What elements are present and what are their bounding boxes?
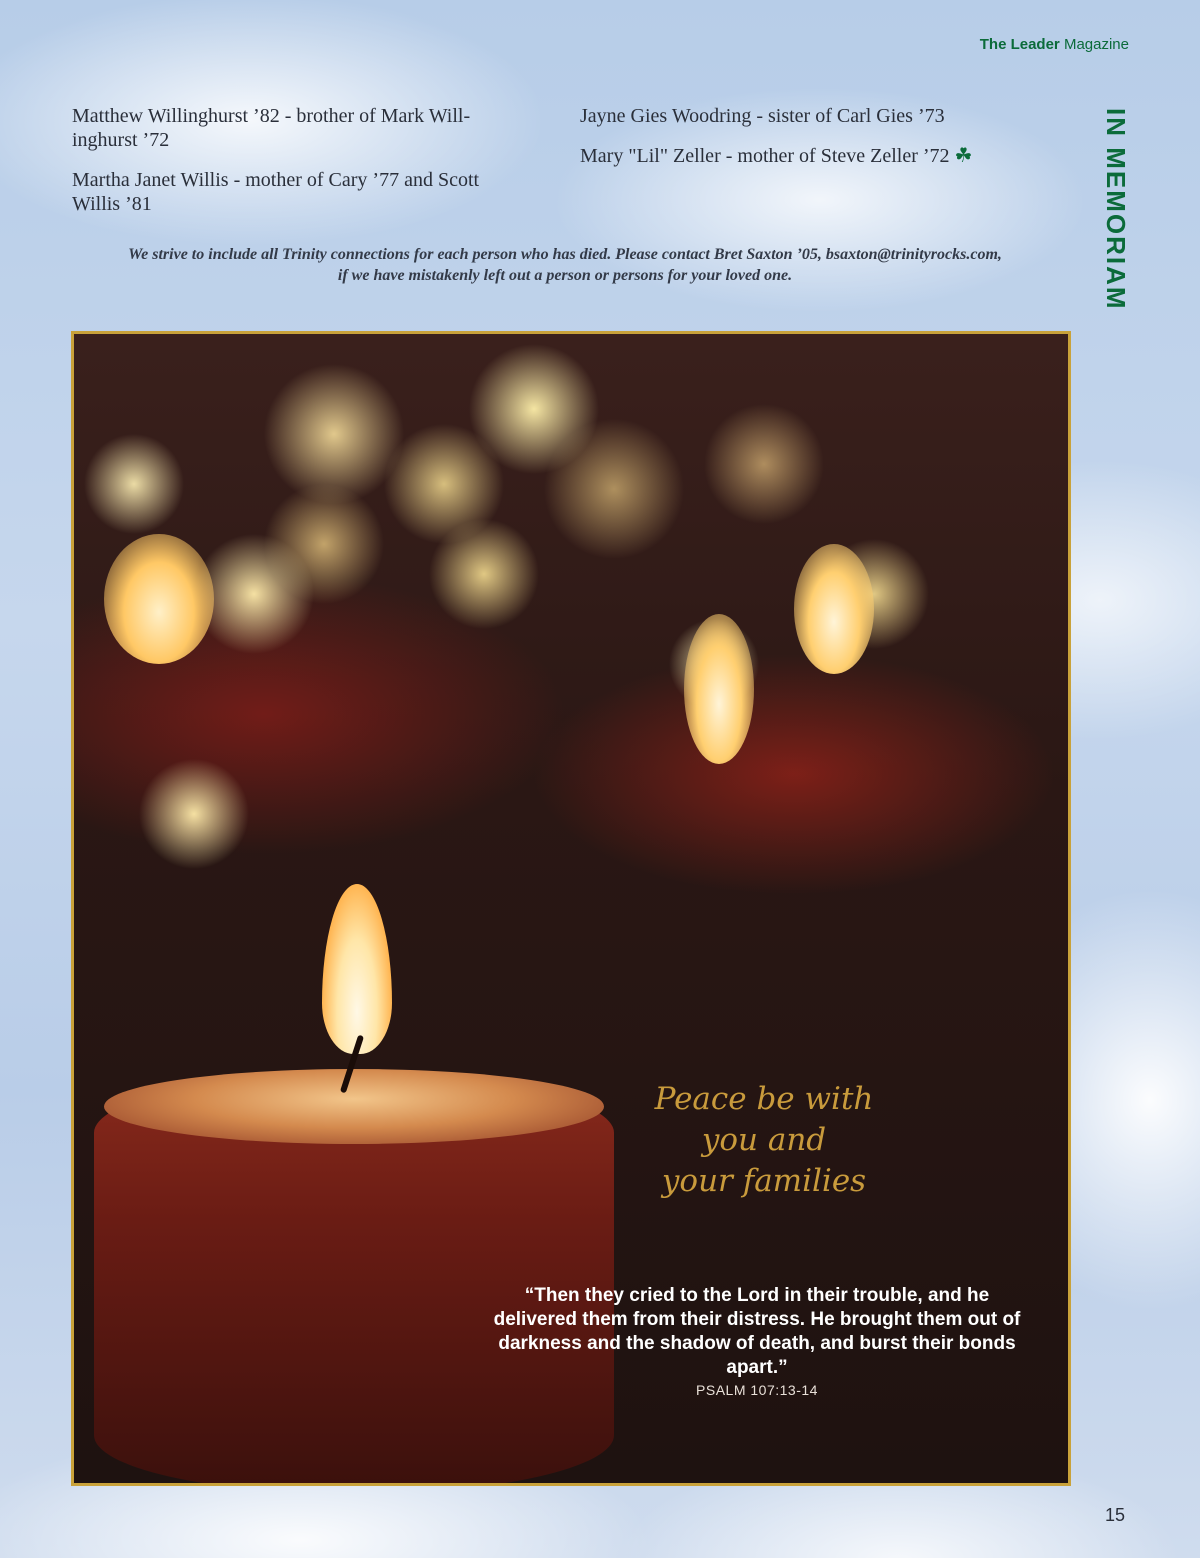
memoriam-entry: Martha Janet Willis - mother of Cary ’77 and Scott Willis ’81	[72, 169, 480, 215]
scripture-quote: “Then they cried to the Lord in their trouble, and he delivered them from their distress. He brought them out of darkness and the shadow of death, and burst their bonds apart.”	[493, 1285, 1021, 1378]
shamrock-icon: ☘	[954, 145, 973, 167]
memoriam-entry-text: Mary "Lil" Zeller - mother of Steve Zeller ’72	[580, 145, 950, 167]
blessing-line: you and	[701, 1122, 827, 1158]
candle-top	[104, 1069, 604, 1144]
bokeh-flame	[684, 614, 754, 764]
blessing-text	[634, 1079, 894, 1202]
contact-note	[72, 244, 1058, 286]
magazine-brand	[980, 36, 1129, 53]
memoriam-column-right	[580, 104, 1040, 184]
memoriam-entry: Matthew Willinghurst ’82 - brother of Mark Will- inghurst ’72	[72, 105, 471, 151]
contact-note-line: if we have mistakenly left out a person or persons for your loved one.	[337, 267, 793, 284]
memoriam-entry: Jayne Gies Woodring - sister of Carl Gies ’73	[580, 105, 945, 127]
page-number: 15	[1104, 1505, 1126, 1525]
brand-name: The Leader	[979, 36, 1060, 53]
bokeh-flame	[104, 534, 214, 664]
brand-suffix: Magazine	[1063, 36, 1129, 53]
candle-photo-frame	[71, 331, 1071, 1486]
candle-flame	[322, 884, 392, 1054]
bokeh-flame	[794, 544, 874, 674]
section-title: IN MEMORIAM	[1101, 108, 1131, 311]
blessing-line: Peace be with	[654, 1081, 874, 1117]
contact-note-line: We strive to include all Trinity connections for each person who has died. Please contact Bret Saxton ’05, bsaxton@trinityrocks.com,	[128, 246, 1002, 263]
memoriam-entry	[580, 144, 1040, 168]
scripture-citation: PSALM 107:13-14	[696, 1382, 818, 1398]
candle-photo	[74, 334, 1068, 1483]
memoriam-column-left	[72, 104, 522, 232]
blessing-line: your families	[661, 1163, 867, 1199]
